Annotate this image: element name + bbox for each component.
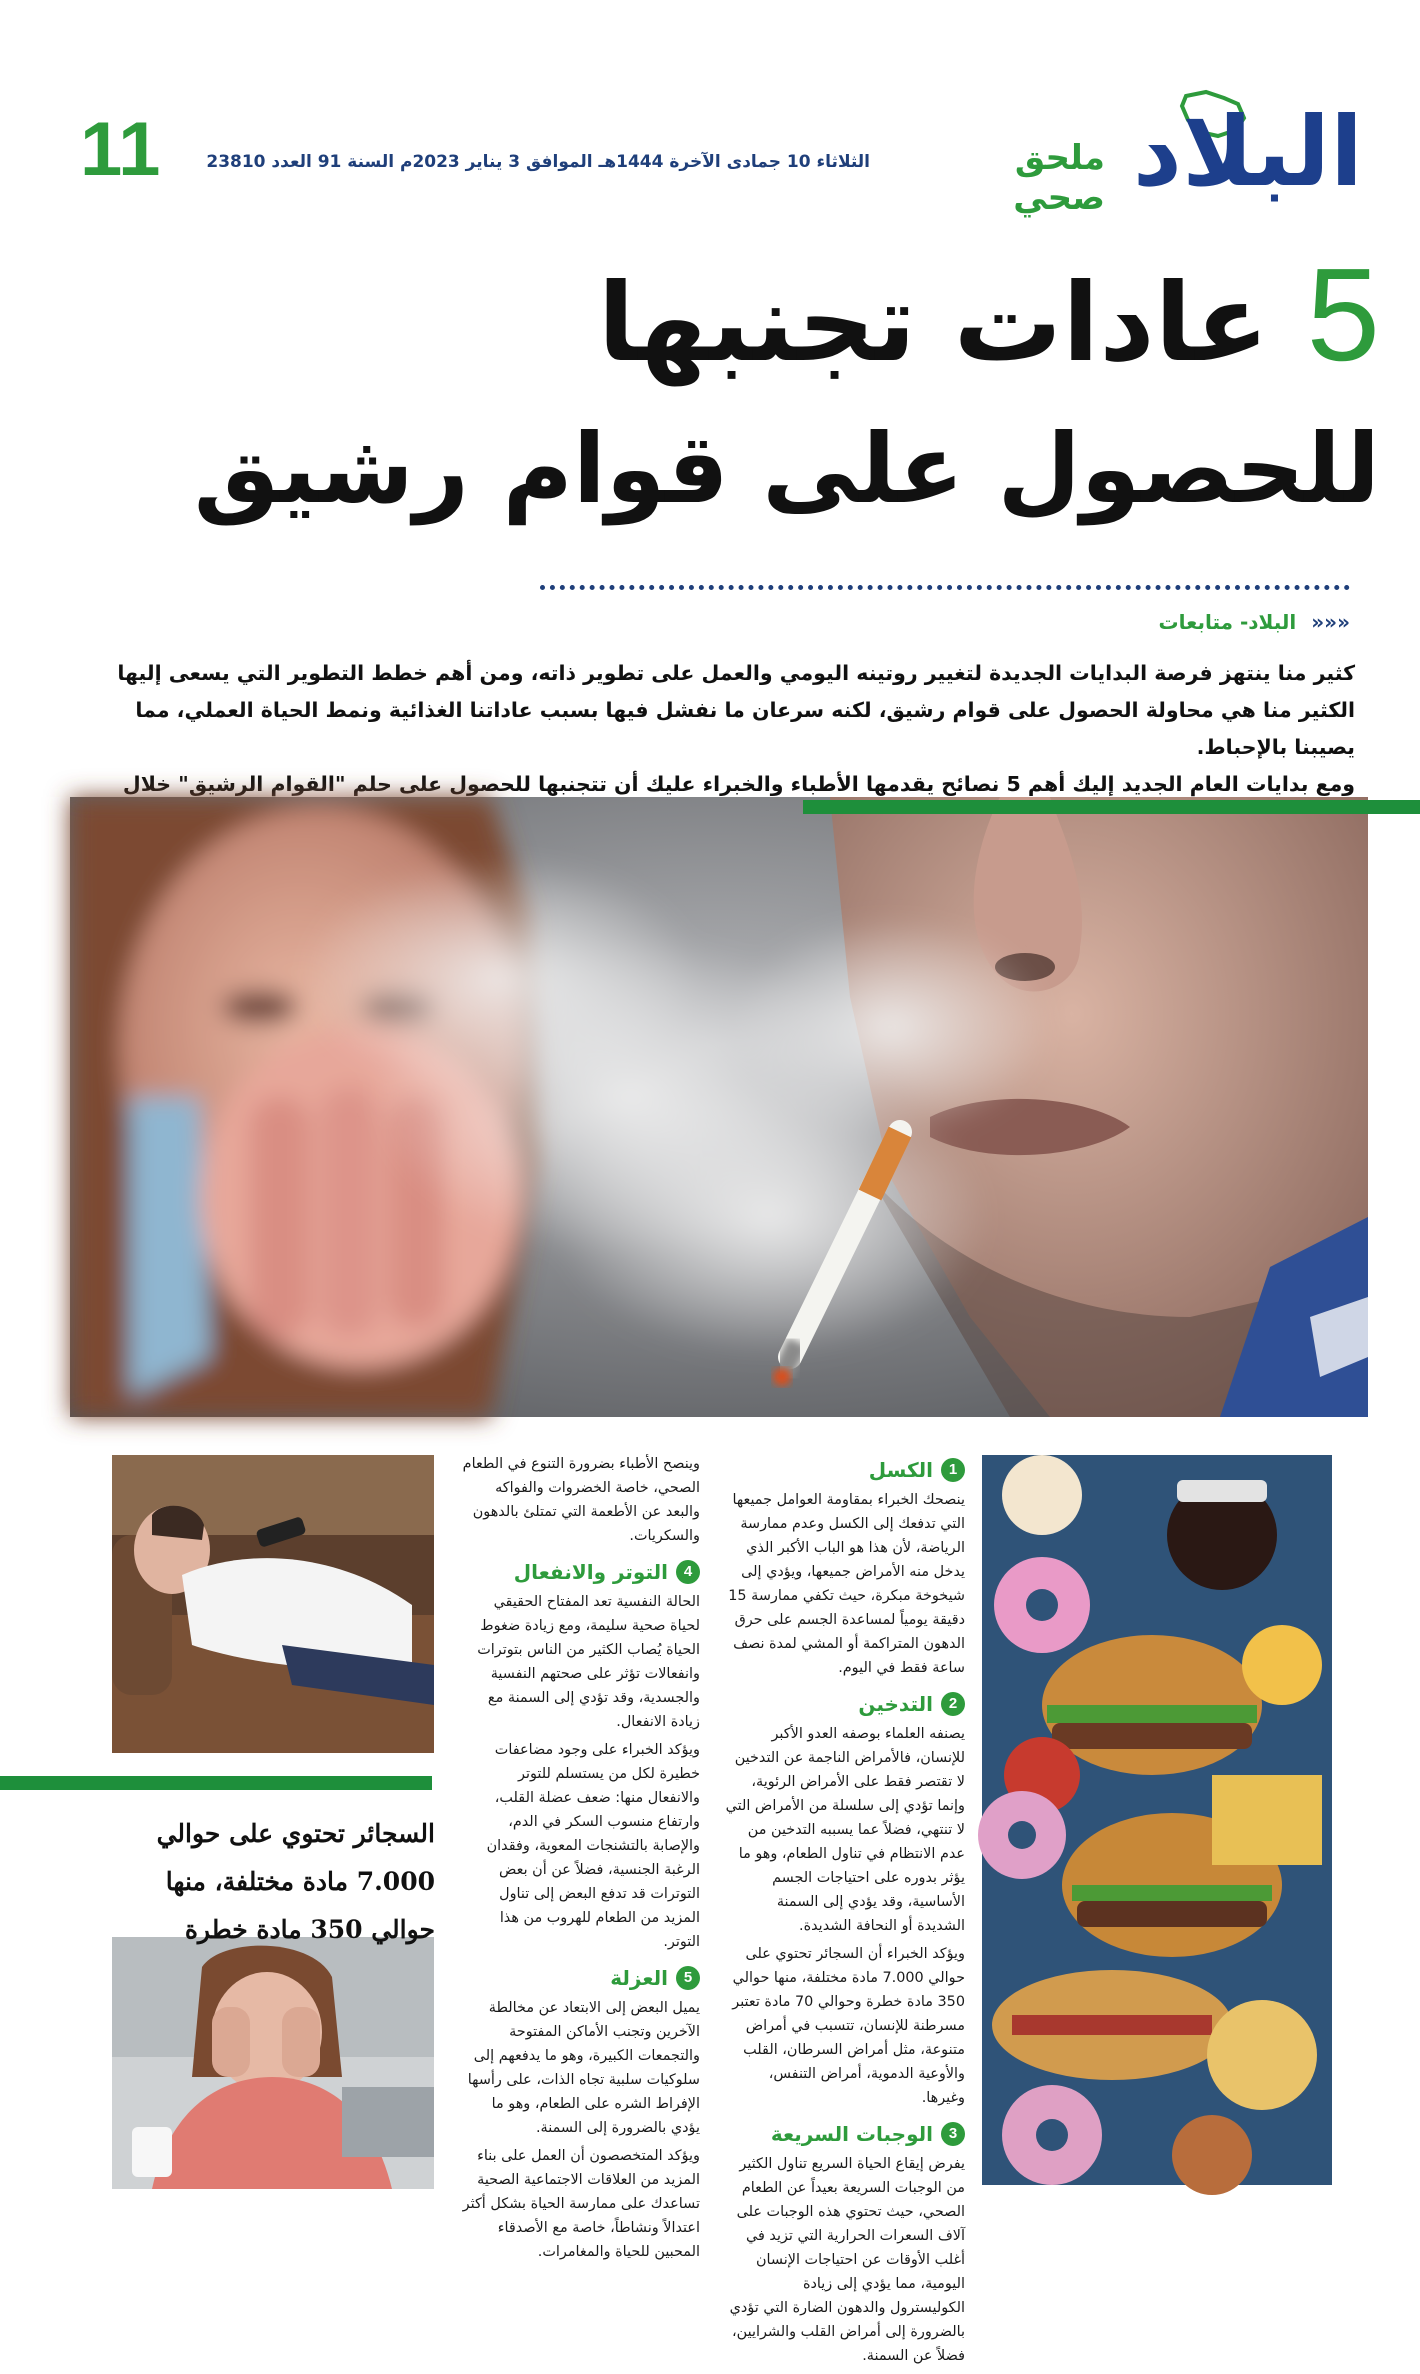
issue-dateline: الثلاثاء 10 جمادى الآخرة 1444هـ الموافق 3 يناير 2023م السنة 91 العدد 23810: [206, 152, 870, 172]
section-paragraph: ويؤكد المتخصصون أن العمل على بناء المزيد من العلاقات الاجتماعية الصحية تساعدك على ممارسة الحياة بشكل أكثر اعتدالاً ونشاطاً، خاصة مع الأصدقاء المحبين للحياة والمغامرات.: [462, 2148, 700, 2260]
hero-photo-smoking: [70, 797, 1368, 1417]
supplement-label: ملحق صحي: [1013, 138, 1105, 218]
lazy-man-couch-photo: [112, 1455, 434, 1753]
headline-line-2: للحصول على قوام رشيق: [193, 413, 1380, 525]
byline-arrows-icon: «««: [1311, 610, 1350, 634]
stressed-woman-illustration: [112, 1937, 434, 2189]
section-paragraph: ويؤكد الخبراء أن السجائر تحتوي على حوالي 7.000 مادة مختلفة، منها حوالي 350 مادة خطرة وحوالي 70 مادة تعتبر مسرطنة للإنسان، تتسبب في أمراض متنوعة، مثل أمراض السرطان، القلب والأوعية الدموية، أمراض التنفس، وغيرها.: [732, 1946, 965, 2106]
newspaper-logo: [1118, 90, 1363, 208]
fast-food-illustration: [982, 1455, 1332, 2185]
section-smoking: [725, 1686, 965, 2110]
logo-wordmark: البلاد: [1132, 96, 1363, 208]
pull-quote: السجائر تحتوي على حوالي 7.000 مادة مختلفة، منها حوالي 350 مادة خطرة: [156, 1819, 435, 1944]
section-heading: [725, 1686, 965, 1722]
page-number: 11: [80, 107, 161, 192]
article-column-right: [725, 1452, 965, 2374]
section-title: التدخين: [858, 1692, 933, 1716]
headline-number: 5: [1306, 241, 1380, 388]
section-number-badge: 4: [676, 1560, 700, 1584]
headline-line-1-text: عادات تجنبها: [597, 261, 1269, 386]
section-stress: [462, 1554, 700, 1954]
section-paragraph: يصنفه العلماء بوصفه العدو الأكبر للإنسان، فالأمراض الناجمة عن التدخين لا تقتصر فقط على الأمراض الرئوية، وإنما تؤدي إلى سلسلة من الأمراض التي لا تنتهي، فضلاً عما يسببه التدخين من عدم الانتظام في تناول الطعام، وهو ما يؤثر بدوره على احتياجات الجسم الأساسية، وقد يؤدي إلى السمنة الشديدة أو النحافة الشديدة.: [725, 1726, 965, 1934]
section-title: التوتر والانفعال: [513, 1560, 668, 1584]
stressed-woman-photo: [112, 1937, 434, 2189]
section-heading: [462, 1960, 700, 1996]
section-fast-food: [725, 2116, 965, 2368]
section-number-badge: 5: [676, 1966, 700, 1990]
section-title: الوجبات السريعة: [770, 2122, 933, 2146]
couch-illustration: [112, 1455, 434, 1753]
section-paragraph: يميل البعض إلى الابتعاد عن مخالطة الآخرين وتجنب الأماكن المفتوحة والتجمعات الكبيرة، وهو ما يدفعهم إلى سلوكيات سلبية تجاه الذات، على رأسها الإفراط الشره على الطعام، وهو ما يؤدي بالضرورة إلى السمنة.: [467, 2000, 700, 2136]
headline-line-1: [150, 240, 1380, 399]
section-heading: [725, 1452, 965, 1488]
section-number-badge: 2: [941, 1692, 965, 1716]
hero-photo-illustration: [70, 797, 1368, 1417]
green-accent-bar-top: [803, 800, 1420, 814]
section-paragraph: يفرض إيقاع الحياة السريع تناول الكثير من الوجبات السريعة بعيداً عن الطعام الصحي، حيث تحتوي هذه الوجبات على آلاف السعرات الحرارية التي تزيد في أغلب الأوقات عن احتياجات الإنسان اليومية، مما يؤدي إلى زيادة الكوليسترول والدهون الضارة التي تؤدي بالضرورة إلى أمراض القلب والشرايين، فضلاً عن السمنة.: [729, 2156, 965, 2364]
dotted-divider: [540, 585, 1350, 590]
intro-paragraph-2: ومع بدايات العام الجديد إليك أهم 5 نصائح يقدمها الأطباء والخبراء عليك أن تتجنبها للحصول على حلم "القوام الرشيق" خلال: [122, 772, 1355, 796]
headline: [150, 240, 1380, 539]
article-column-middle: [462, 1452, 700, 2270]
section-title: العزلة: [610, 1966, 668, 1990]
section-fast-food-continued: [462, 1452, 700, 1548]
section-paragraph: وينصح الأطباء بضرورة التنوع في الطعام الصحي، خاصة الخضروات والفواكه والبعد عن الأطعمة التي تمتلئ بالدهون والسكريات.: [462, 1456, 700, 1544]
section-paragraph: ويؤكد الخبراء على وجود مضاعفات خطيرة لكل من يستسلم للتوتر والانفعال منها: ضعف عضلة القلب، وارتفاع منسوب السكر في الدم، والإصابة بالتشنجات المعوية، وفقدان الرغبة الجنسية، فضلاً عن أن بعض التوترات قد تدفع البعض إلى تناول المزيد من الطعام للهروب من هذا التوتر.: [486, 1742, 700, 1950]
byline: [1050, 610, 1350, 634]
green-accent-bar-bottom: [0, 1776, 432, 1790]
intro-paragraph-1: كثير منا ينتهز فرصة البدايات الجديدة لتغيير روتينه اليومي والعمل على تطوير ذاته، ومن أهم خطط التطوير التي يسعى إليها الكثير منا هي محاولة الحصول على قوام رشيق، لكنه سرعان ما نفشل فيها بسبب عاداتنا الغذائية ونمط الحياة العملي، مما يصيبنا بالإحباط.: [117, 661, 1355, 759]
section-number-badge: 1: [941, 1458, 965, 1482]
fast-food-photo: [982, 1455, 1332, 2185]
section-laziness: [725, 1452, 965, 1680]
section-heading: [725, 2116, 965, 2152]
section-isolation: [462, 1960, 700, 2264]
byline-text: البلاد- متابعات: [1158, 610, 1297, 634]
section-paragraph: الحالة النفسية تعد المفتاح الحقيقي لحياة صحية سليمة، ومع زيادة ضغوط الحياة يُصاب الكثير من الناس بتوترات وانفعالات تؤثر على صحتهم النفسية والجسدية، وقد تؤدي إلى السمنة مع زيادة الانفعال.: [477, 1594, 700, 1730]
section-title: الكسل: [868, 1458, 933, 1482]
section-paragraph: ينصحك الخبراء بمقاومة العوامل جميعها التي تدفعك إلى الكسل وعدم ممارسة الرياضة، لأن هذا هو الباب الأكبر الذي يدخل منه الأمراض جميعها، ويؤدي إلى شيخوخة مبكرة، حيث تكفي ممارسة 15 دقيقة يومياً لمساعدة الجسم على حرق الدهون المتراكمة أو المشي لمدة نصف ساعة فقط في اليوم.: [728, 1492, 965, 1676]
section-heading: [462, 1554, 700, 1590]
section-number-badge: 3: [941, 2122, 965, 2146]
